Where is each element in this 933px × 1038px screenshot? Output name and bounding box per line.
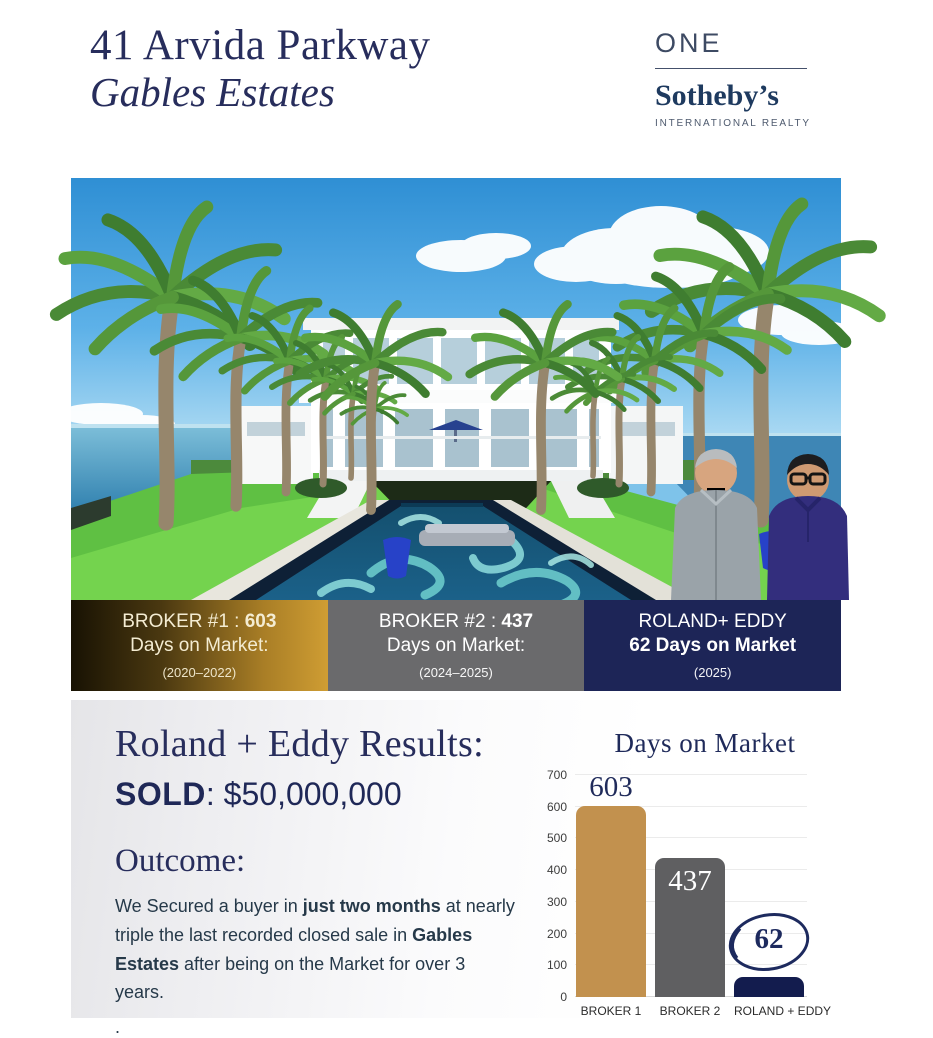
days-on-market-chart	[540, 728, 870, 1018]
band-broker-1-years: (2020–2022)	[162, 665, 237, 681]
band-broker-2-line2: Days on Market:	[386, 635, 526, 657]
bar-broker-2-value: 437	[668, 865, 712, 897]
bar-roland-eddy-rect	[734, 977, 804, 997]
logo-divider	[655, 68, 807, 69]
logo-one-text: ONE	[655, 28, 723, 58]
logo-brand-text: Sotheby’s	[655, 79, 779, 112]
logo-subbrand-text: INTERNATIONAL REALTY	[655, 118, 811, 129]
sold-label: SOLD	[115, 776, 206, 812]
chart-bars	[575, 771, 807, 997]
y-tick-label: 500	[546, 831, 567, 846]
y-tick-label: 300	[546, 894, 567, 909]
band-roland-eddy	[584, 600, 841, 691]
bar-broker-1	[576, 771, 646, 997]
band-broker-2-line1: BROKER #2 : 437	[378, 610, 534, 632]
bar-roland-eddy-value: 62	[734, 911, 804, 973]
bar-broker-1-value: 603	[589, 771, 633, 803]
x-label-roland-eddy: ROLAND + EDDY	[734, 1004, 832, 1018]
band-broker-1	[71, 600, 328, 691]
bar-broker-1-rect	[576, 806, 646, 997]
bar-roland-eddy	[734, 775, 804, 997]
results-panel	[71, 700, 862, 1038]
chart-title: Days on Market	[614, 728, 796, 758]
band-roland-eddy-line2: 62 Days on Market	[629, 635, 797, 657]
y-tick-label: 600	[546, 799, 567, 814]
band-broker-1-line1: BROKER #1 : 603	[122, 610, 277, 632]
property-neighborhood: Gables Estates	[90, 69, 335, 116]
y-tick-label: 0	[560, 990, 567, 1004]
results-text-column	[115, 722, 525, 1038]
band-broker-2-years: (2024–2025)	[419, 665, 493, 681]
y-tick-label: 200	[546, 926, 567, 941]
x-label-broker-1: BROKER 1	[580, 1004, 642, 1018]
y-tick-label: 400	[546, 863, 567, 878]
outcome-paragraph: We Secured a buyer in just two months at nearly triple the last recorded closed sale in Gables Estates after being on the Market for over 3 years.	[115, 896, 515, 1003]
chart-plot-area	[546, 768, 807, 1004]
band-roland-eddy-year: (2025)	[693, 665, 732, 681]
sold-amount: : $50,000,000	[205, 776, 402, 812]
property-photo	[71, 178, 841, 600]
outcome-heading: Outcome:	[115, 843, 246, 879]
trailing-dot: .	[115, 1017, 121, 1038]
band-broker-1-line2: Days on Market:	[130, 635, 269, 657]
chart-x-labels	[575, 1004, 870, 1018]
y-tick-label: 100	[546, 958, 567, 973]
band-broker-2	[328, 600, 585, 691]
property-address: 41 Arvida Parkway	[90, 22, 431, 69]
results-heading: Roland + Eddy Results:	[115, 723, 484, 765]
one-sothebys-logo	[655, 28, 815, 129]
x-label-broker-2: BROKER 2	[659, 1004, 721, 1018]
sold-price-line	[115, 776, 525, 813]
bar-broker-2	[655, 775, 725, 997]
page-title	[90, 22, 431, 115]
y-tick-label: 700	[546, 768, 567, 782]
broker-comparison-bands	[71, 600, 841, 691]
band-roland-eddy-line1: ROLAND+ EDDY	[638, 610, 787, 632]
